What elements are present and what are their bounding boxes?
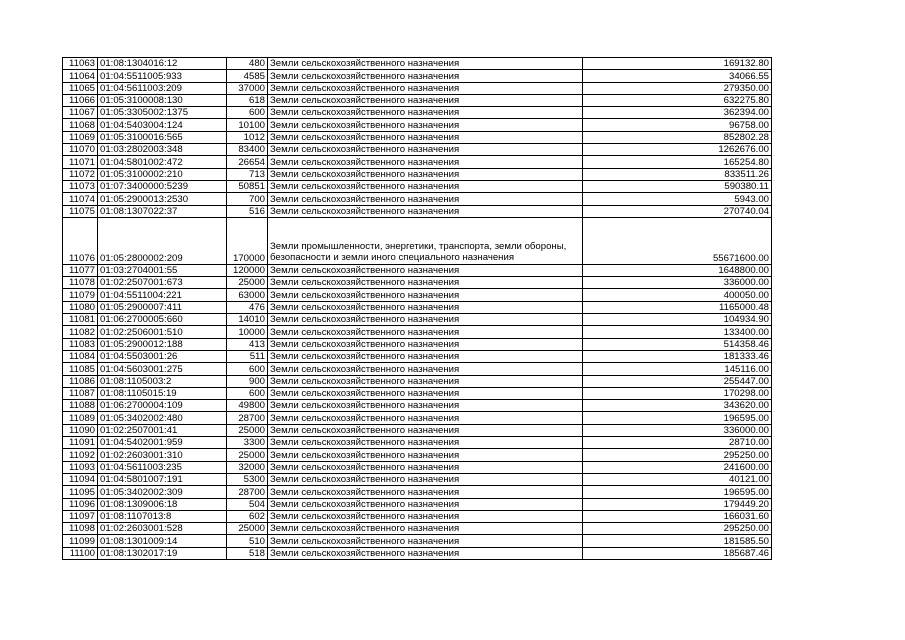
table-row bbox=[63, 387, 772, 399]
area-cell: 476 bbox=[227, 301, 268, 313]
land-category-cell: Земли сельскохозяйственного назначения bbox=[268, 326, 583, 338]
land-category-cell: Земли сельскохозяйственного назначения bbox=[268, 156, 583, 168]
row-number-cell: 11070 bbox=[63, 144, 98, 156]
cadastral-value-cell: 833511.26 bbox=[583, 168, 772, 180]
land-category-cell: Земли сельскохозяйственного назначения bbox=[268, 131, 583, 143]
cadastral-number-cell: 01:08:1105015:19 bbox=[98, 387, 227, 399]
table-row bbox=[63, 94, 772, 106]
row-number-cell: 11083 bbox=[63, 338, 98, 350]
area-cell: 413 bbox=[227, 338, 268, 350]
land-category-cell: Земли сельскохозяйственного назначения bbox=[268, 168, 583, 180]
cadastral-number-cell: 01:05:3402002:309 bbox=[98, 486, 227, 498]
cadastral-value-cell: 181333.46 bbox=[583, 350, 772, 362]
area-cell: 602 bbox=[227, 510, 268, 522]
cadastral-number-cell: 01:04:5403004:124 bbox=[98, 119, 227, 131]
cadastral-value-cell: 852802.28 bbox=[583, 131, 772, 143]
table-row bbox=[63, 510, 772, 522]
table-row bbox=[63, 400, 772, 412]
row-number-cell: 11093 bbox=[63, 461, 98, 473]
cadastral-value-cell: 170298.00 bbox=[583, 387, 772, 399]
land-category-cell: Земли сельскохозяйственного назначения bbox=[268, 144, 583, 156]
land-registry-body bbox=[63, 58, 772, 560]
land-category-cell: Земли сельскохозяйственного назначения bbox=[268, 82, 583, 94]
cadastral-number-cell: 01:02:2507001:673 bbox=[98, 277, 227, 289]
row-number-cell: 11090 bbox=[63, 424, 98, 436]
cadastral-number-cell: 01:02:2603001:310 bbox=[98, 449, 227, 461]
table-row bbox=[63, 107, 772, 119]
area-cell: 511 bbox=[227, 350, 268, 362]
cadastral-value-cell: 104934.90 bbox=[583, 314, 772, 326]
cadastral-value-cell: 166031.60 bbox=[583, 510, 772, 522]
area-cell: 25000 bbox=[227, 277, 268, 289]
cadastral-value-cell: 241600.00 bbox=[583, 461, 772, 473]
cadastral-value-cell: 514358.46 bbox=[583, 338, 772, 350]
row-number-cell: 11097 bbox=[63, 510, 98, 522]
land-category-cell: Земли сельскохозяйственного назначения bbox=[268, 301, 583, 313]
table-row bbox=[63, 363, 772, 375]
cadastral-number-cell: 01:08:1301009:14 bbox=[98, 535, 227, 547]
row-number-cell: 11091 bbox=[63, 437, 98, 449]
row-number-cell: 11068 bbox=[63, 119, 98, 131]
row-number-cell: 11081 bbox=[63, 314, 98, 326]
land-category-cell: Земли сельскохозяйственного назначения bbox=[268, 338, 583, 350]
cadastral-value-cell: 632275.80 bbox=[583, 94, 772, 106]
area-cell: 1012 bbox=[227, 131, 268, 143]
row-number-cell: 11069 bbox=[63, 131, 98, 143]
area-cell: 713 bbox=[227, 168, 268, 180]
cadastral-value-cell: 55671600.00 bbox=[583, 217, 772, 264]
row-number-cell: 11096 bbox=[63, 498, 98, 510]
land-category-cell: Земли сельскохозяйственного назначения bbox=[268, 289, 583, 301]
table-row bbox=[63, 277, 772, 289]
area-cell: 63000 bbox=[227, 289, 268, 301]
table-row bbox=[63, 375, 772, 387]
row-number-cell: 11079 bbox=[63, 289, 98, 301]
cadastral-value-cell: 279350.00 bbox=[583, 82, 772, 94]
row-number-cell: 11063 bbox=[63, 58, 98, 70]
area-cell: 618 bbox=[227, 94, 268, 106]
cadastral-number-cell: 01:05:2800002:209 bbox=[98, 217, 227, 264]
cadastral-value-cell: 336000.00 bbox=[583, 277, 772, 289]
row-number-cell: 11086 bbox=[63, 375, 98, 387]
table-row bbox=[63, 473, 772, 485]
area-cell: 600 bbox=[227, 363, 268, 375]
cadastral-value-cell: 96758.00 bbox=[583, 119, 772, 131]
land-category-cell: Земли сельскохозяйственного назначения bbox=[268, 58, 583, 70]
cadastral-number-cell: 01:05:3402002:480 bbox=[98, 412, 227, 424]
cadastral-number-cell: 01:04:5511004:221 bbox=[98, 289, 227, 301]
cadastral-value-cell: 40121.00 bbox=[583, 473, 772, 485]
area-cell: 170000 bbox=[227, 217, 268, 264]
cadastral-number-cell: 01:08:1107013:8 bbox=[98, 510, 227, 522]
area-cell: 25000 bbox=[227, 449, 268, 461]
cadastral-value-cell: 185687.46 bbox=[583, 547, 772, 559]
table-row bbox=[63, 535, 772, 547]
row-number-cell: 11071 bbox=[63, 156, 98, 168]
cadastral-number-cell: 01:05:2900013:2530 bbox=[98, 193, 227, 205]
cadastral-number-cell: 01:06:2700005:660 bbox=[98, 314, 227, 326]
row-number-cell: 11078 bbox=[63, 277, 98, 289]
land-category-cell: Земли сельскохозяйственного назначения bbox=[268, 437, 583, 449]
land-category-cell: Земли сельскохозяйственного назначения bbox=[268, 486, 583, 498]
area-cell: 10000 bbox=[227, 326, 268, 338]
area-cell: 504 bbox=[227, 498, 268, 510]
cadastral-value-cell: 1165000.48 bbox=[583, 301, 772, 313]
area-cell: 3300 bbox=[227, 437, 268, 449]
table-row bbox=[63, 70, 772, 82]
row-number-cell: 11073 bbox=[63, 180, 98, 192]
cadastral-number-cell: 01:05:2900007:411 bbox=[98, 301, 227, 313]
row-number-cell: 11099 bbox=[63, 535, 98, 547]
row-number-cell: 11085 bbox=[63, 363, 98, 375]
row-number-cell: 11098 bbox=[63, 523, 98, 535]
row-number-cell: 11065 bbox=[63, 82, 98, 94]
table-row bbox=[63, 58, 772, 70]
cadastral-number-cell: 01:04:5611003:235 bbox=[98, 461, 227, 473]
row-number-cell: 11076 bbox=[63, 217, 98, 264]
cadastral-number-cell: 01:04:5402001:959 bbox=[98, 437, 227, 449]
row-number-cell: 11089 bbox=[63, 412, 98, 424]
cadastral-number-cell: 01:04:5801002:472 bbox=[98, 156, 227, 168]
area-cell: 518 bbox=[227, 547, 268, 559]
land-category-cell: Земли сельскохозяйственного назначения bbox=[268, 107, 583, 119]
cadastral-number-cell: 01:04:5503001:26 bbox=[98, 350, 227, 362]
land-category-cell: Земли сельскохозяйственного назначения bbox=[268, 205, 583, 217]
cadastral-value-cell: 28710.00 bbox=[583, 437, 772, 449]
cadastral-value-cell: 5943.00 bbox=[583, 193, 772, 205]
land-category-cell: Земли сельскохозяйственного назначения bbox=[268, 412, 583, 424]
row-number-cell: 11100 bbox=[63, 547, 98, 559]
row-number-cell: 11094 bbox=[63, 473, 98, 485]
land-category-cell: Земли сельскохозяйственного назначения bbox=[268, 363, 583, 375]
land-category-cell: Земли сельскохозяйственного назначения bbox=[268, 70, 583, 82]
land-category-cell: Земли сельскохозяйственного назначения bbox=[268, 523, 583, 535]
table-row bbox=[63, 424, 772, 436]
table-row bbox=[63, 144, 772, 156]
cadastral-value-cell: 181585.50 bbox=[583, 535, 772, 547]
land-category-cell: Земли сельскохозяйственного назначения bbox=[268, 473, 583, 485]
table-row bbox=[63, 412, 772, 424]
table-row bbox=[63, 498, 772, 510]
cadastral-value-cell: 133400.00 bbox=[583, 326, 772, 338]
area-cell: 700 bbox=[227, 193, 268, 205]
area-cell: 28700 bbox=[227, 412, 268, 424]
cadastral-number-cell: 01:08:1307022:37 bbox=[98, 205, 227, 217]
row-number-cell: 11080 bbox=[63, 301, 98, 313]
cadastral-number-cell: 01:04:5801007:191 bbox=[98, 473, 227, 485]
area-cell: 510 bbox=[227, 535, 268, 547]
cadastral-number-cell: 01:02:2506001:510 bbox=[98, 326, 227, 338]
land-category-cell: Земли сельскохозяйственного назначения bbox=[268, 350, 583, 362]
row-number-cell: 11088 bbox=[63, 400, 98, 412]
row-number-cell: 11095 bbox=[63, 486, 98, 498]
area-cell: 25000 bbox=[227, 424, 268, 436]
cadastral-number-cell: 01:05:3100008:130 bbox=[98, 94, 227, 106]
table-row bbox=[63, 449, 772, 461]
row-number-cell: 11087 bbox=[63, 387, 98, 399]
table-row bbox=[63, 437, 772, 449]
area-cell: 516 bbox=[227, 205, 268, 217]
table-row bbox=[63, 264, 772, 276]
table-row bbox=[63, 193, 772, 205]
area-cell: 37000 bbox=[227, 82, 268, 94]
cadastral-number-cell: 01:04:5511005:933 bbox=[98, 70, 227, 82]
table-row bbox=[63, 180, 772, 192]
area-cell: 900 bbox=[227, 375, 268, 387]
cadastral-value-cell: 400050.00 bbox=[583, 289, 772, 301]
row-number-cell: 11072 bbox=[63, 168, 98, 180]
table-row bbox=[63, 301, 772, 313]
row-number-cell: 11077 bbox=[63, 264, 98, 276]
row-number-cell: 11074 bbox=[63, 193, 98, 205]
land-category-cell: Земли сельскохозяйственного назначения bbox=[268, 119, 583, 131]
land-category-cell: Земли сельскохозяйственного назначения bbox=[268, 547, 583, 559]
cadastral-number-cell: 01:05:2900012:188 bbox=[98, 338, 227, 350]
land-registry-table bbox=[62, 57, 772, 560]
cadastral-number-cell: 01:08:1105003:2 bbox=[98, 375, 227, 387]
area-cell: 120000 bbox=[227, 264, 268, 276]
area-cell: 25000 bbox=[227, 523, 268, 535]
cadastral-value-cell: 169132.80 bbox=[583, 58, 772, 70]
cadastral-value-cell: 34066.55 bbox=[583, 70, 772, 82]
cadastral-number-cell: 01:04:5611003:209 bbox=[98, 82, 227, 94]
cadastral-value-cell: 179449.20 bbox=[583, 498, 772, 510]
area-cell: 600 bbox=[227, 107, 268, 119]
row-number-cell: 11075 bbox=[63, 205, 98, 217]
row-number-cell: 11066 bbox=[63, 94, 98, 106]
cadastral-number-cell: 01:05:3100016:565 bbox=[98, 131, 227, 143]
row-number-cell: 11082 bbox=[63, 326, 98, 338]
table-row bbox=[63, 547, 772, 559]
cadastral-number-cell: 01:03:2704001:55 bbox=[98, 264, 227, 276]
area-cell: 5300 bbox=[227, 473, 268, 485]
area-cell: 32000 bbox=[227, 461, 268, 473]
area-cell: 480 bbox=[227, 58, 268, 70]
table-row bbox=[63, 338, 772, 350]
table-row bbox=[63, 131, 772, 143]
area-cell: 14010 bbox=[227, 314, 268, 326]
cadastral-number-cell: 01:04:5603001:275 bbox=[98, 363, 227, 375]
land-category-cell: Земли сельскохозяйственного назначения bbox=[268, 449, 583, 461]
table-row bbox=[63, 205, 772, 217]
land-category-cell: Земли сельскохозяйственного назначения bbox=[268, 94, 583, 106]
land-category-cell: Земли сельскохозяйственного назначения bbox=[268, 387, 583, 399]
cadastral-number-cell: 01:08:1309006:18 bbox=[98, 498, 227, 510]
table-row bbox=[63, 314, 772, 326]
cadastral-number-cell: 01:08:1302017:19 bbox=[98, 547, 227, 559]
cadastral-number-cell: 01:02:2603001:528 bbox=[98, 523, 227, 535]
cadastral-value-cell: 196595.00 bbox=[583, 412, 772, 424]
area-cell: 600 bbox=[227, 387, 268, 399]
area-cell: 49800 bbox=[227, 400, 268, 412]
cadastral-value-cell: 1262676.00 bbox=[583, 144, 772, 156]
area-cell: 28700 bbox=[227, 486, 268, 498]
area-cell: 10100 bbox=[227, 119, 268, 131]
table-row bbox=[63, 82, 772, 94]
table-row bbox=[63, 326, 772, 338]
row-number-cell: 11067 bbox=[63, 107, 98, 119]
table-row bbox=[63, 119, 772, 131]
table-row bbox=[63, 168, 772, 180]
land-category-cell: Земли промышленности, энергетики, транспорта, земли обороны, безопасности и земли иного специального назначения bbox=[268, 217, 583, 264]
land-category-cell: Земли сельскохозяйственного назначения bbox=[268, 314, 583, 326]
land-category-cell: Земли сельскохозяйственного назначения bbox=[268, 510, 583, 522]
area-cell: 26654 bbox=[227, 156, 268, 168]
land-category-cell: Земли сельскохозяйственного назначения bbox=[268, 461, 583, 473]
cadastral-number-cell: 01:05:3100002:210 bbox=[98, 168, 227, 180]
land-category-cell: Земли сельскохозяйственного назначения bbox=[268, 277, 583, 289]
table-row bbox=[63, 350, 772, 362]
land-category-cell: Земли сельскохозяйственного назначения bbox=[268, 193, 583, 205]
cadastral-value-cell: 196595.00 bbox=[583, 486, 772, 498]
cadastral-number-cell: 01:05:3305002:1375 bbox=[98, 107, 227, 119]
land-category-cell: Земли сельскохозяйственного назначения bbox=[268, 424, 583, 436]
area-cell: 4585 bbox=[227, 70, 268, 82]
land-category-cell: Земли сельскохозяйственного назначения bbox=[268, 180, 583, 192]
cadastral-number-cell: 01:06:2700004:109 bbox=[98, 400, 227, 412]
cadastral-value-cell: 343620.00 bbox=[583, 400, 772, 412]
cadastral-value-cell: 295250.00 bbox=[583, 523, 772, 535]
land-category-cell: Земли сельскохозяйственного назначения bbox=[268, 535, 583, 547]
cadastral-value-cell: 590380.11 bbox=[583, 180, 772, 192]
area-cell: 50851 bbox=[227, 180, 268, 192]
cadastral-number-cell: 01:02:2507001:41 bbox=[98, 424, 227, 436]
land-category-cell: Земли сельскохозяйственного назначения bbox=[268, 400, 583, 412]
cadastral-value-cell: 145116.00 bbox=[583, 363, 772, 375]
cadastral-number-cell: 01:03:2802003:348 bbox=[98, 144, 227, 156]
row-number-cell: 11064 bbox=[63, 70, 98, 82]
table-row bbox=[63, 523, 772, 535]
cadastral-value-cell: 255447.00 bbox=[583, 375, 772, 387]
land-category-cell: Земли сельскохозяйственного назначения bbox=[268, 498, 583, 510]
cadastral-value-cell: 336000.00 bbox=[583, 424, 772, 436]
table-row bbox=[63, 217, 772, 264]
table-row bbox=[63, 486, 772, 498]
land-category-cell: Земли сельскохозяйственного назначения bbox=[268, 375, 583, 387]
area-cell: 83400 bbox=[227, 144, 268, 156]
cadastral-number-cell: 01:08:1304016:12 bbox=[98, 58, 227, 70]
table-row bbox=[63, 461, 772, 473]
row-number-cell: 11092 bbox=[63, 449, 98, 461]
table-row bbox=[63, 156, 772, 168]
cadastral-value-cell: 1648800.00 bbox=[583, 264, 772, 276]
cadastral-number-cell: 01:07:3400000:5239 bbox=[98, 180, 227, 192]
cadastral-value-cell: 270740.04 bbox=[583, 205, 772, 217]
cadastral-value-cell: 362394.00 bbox=[583, 107, 772, 119]
cadastral-value-cell: 295250.00 bbox=[583, 449, 772, 461]
row-number-cell: 11084 bbox=[63, 350, 98, 362]
table-row bbox=[63, 289, 772, 301]
cadastral-value-cell: 165254.80 bbox=[583, 156, 772, 168]
land-category-cell: Земли сельскохозяйственного назначения bbox=[268, 264, 583, 276]
